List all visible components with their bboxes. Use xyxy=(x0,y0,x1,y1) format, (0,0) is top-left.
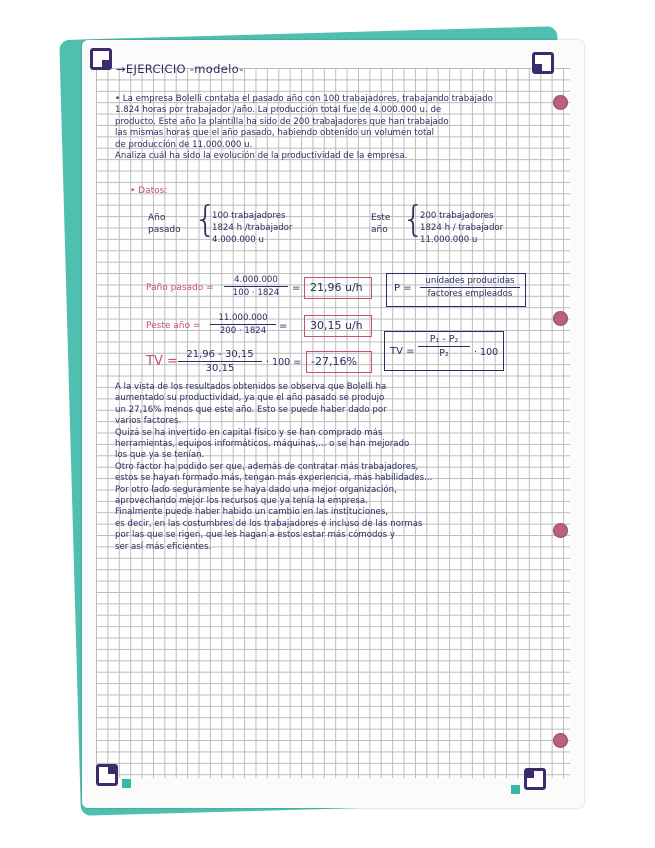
corner-mark-icon xyxy=(90,48,112,70)
conclusion-line: Quizá se ha invertido en capital físico y se han comprado más xyxy=(115,427,383,438)
brace-icon: { xyxy=(402,199,425,240)
calc-tv-label: TV = xyxy=(146,354,178,369)
statement-line: las mismas horas que el año pasado, habiendo obtenido un volumen total xyxy=(115,128,435,139)
past-label-line: Año xyxy=(148,213,166,223)
calc-tv-numerator: 21,96 - 30,15 xyxy=(178,349,262,362)
binder-hole xyxy=(553,733,568,748)
calc-current-fraction xyxy=(210,313,276,336)
current-label-line: año xyxy=(371,225,388,235)
past-data-item: 4.000.000 u xyxy=(212,234,264,245)
corner-mark-icon xyxy=(532,52,554,74)
formula-tv-denominator: P₂ xyxy=(439,348,449,359)
conclusion-line: ser así más eficientes. xyxy=(115,541,212,552)
datos-heading: • Datos: xyxy=(130,186,168,196)
calc-past-label: Paño pasado = xyxy=(146,283,214,293)
corner-mark-icon xyxy=(96,764,118,786)
binder-hole xyxy=(553,523,568,538)
calc-tv-multiplier: · 100 = xyxy=(266,357,302,368)
problem-statement xyxy=(115,94,545,162)
calc-tv-fraction xyxy=(178,349,262,374)
conclusion-line: Finalmente puede haber habido un cambio en las instituciones, xyxy=(115,507,389,518)
equals-sign: = xyxy=(292,283,301,294)
formula-tv-multiplier: · 100 xyxy=(474,347,499,358)
calc-past-numerator: 4.000.000 xyxy=(224,275,288,287)
statement-line: Analiza cuál ha sido la evolución de la productividad de la empresa. xyxy=(115,151,408,162)
conclusion-line: Otro factor ha podido ser que, además de contratar más trabajadores, xyxy=(115,461,419,472)
binder-hole xyxy=(553,95,568,110)
conclusion-line: estos se hayan formado más, tengan más experiencia, más habilidades... xyxy=(115,473,433,484)
formula-p-numerator: unidades producidas xyxy=(420,276,520,288)
exercise-title: →EJERCICIO -modelo- xyxy=(116,62,244,76)
past-data-item: 1824 h /trabajador xyxy=(212,222,293,233)
statement-line: producto. Este año la plantilla ha sido de 200 trabajadores que han trabajado xyxy=(115,116,449,127)
conclusion-line: herramientas, equipos informáticos, máquinas,... o se han mejorado xyxy=(115,439,410,450)
teal-square-icon xyxy=(511,785,520,794)
current-year-label xyxy=(371,212,390,236)
conclusion-line: un 27,16% menos que este año. Esto se puede haber dado por xyxy=(115,404,387,415)
formula-tv-numerator: P₁ - P₂ xyxy=(418,334,470,347)
formula-p-fraction xyxy=(420,276,520,299)
calc-past-fraction xyxy=(224,275,288,298)
conclusion-line: A la vista de los resultados obtenidos se observa que Bolelli ha xyxy=(115,382,387,392)
current-data-item: 11.000.000 u xyxy=(420,234,478,245)
corner-mark-icon xyxy=(524,768,546,790)
past-data-list xyxy=(212,211,292,246)
conclusion-line: varios factores. xyxy=(115,416,182,427)
calc-past-result: 21,96 u/h xyxy=(310,281,363,294)
teal-square-icon xyxy=(122,779,131,788)
conclusion-line: aprovechando mejor los recursos que ya tenía la empresa. xyxy=(115,496,368,507)
statement-line: 1.824 horas por trabajador /año. La producción total fue de 4.000.000 u. de xyxy=(115,105,442,116)
past-data-item: 100 trabajadores xyxy=(212,211,286,221)
calc-tv-denominator: 30,15 xyxy=(205,363,235,374)
calc-past-denominator: 100 · 1824 xyxy=(232,288,280,298)
current-label-line: Este xyxy=(371,213,391,223)
conclusion-line: los que ya se tenían. xyxy=(115,450,205,461)
current-data-item: 1824 h / trabajador xyxy=(420,222,504,233)
calc-current-denominator: 200 · 1824 xyxy=(219,326,267,336)
calc-current-result: 30,15 u/h xyxy=(310,319,363,332)
binder-hole xyxy=(553,311,568,326)
formula-p-lhs: P = xyxy=(394,283,412,294)
formula-tv-fraction xyxy=(418,334,470,359)
current-data-item: 200 trabajadores xyxy=(420,211,494,221)
statement-line: de producción de 11.000.000 u. xyxy=(115,139,253,150)
past-label-line: pasado xyxy=(148,225,181,235)
conclusion-line: por las que se rigen, que les hagan a estos estar más cómodos y xyxy=(115,530,395,541)
conclusion-line: es decir, en las costumbres de los trabajadores e incluso de las normas xyxy=(115,518,423,529)
past-year-label xyxy=(148,212,181,236)
conclusion-line: Por otro lado seguramente se haya dado una mejor organización, xyxy=(115,484,397,495)
conclusion-line: aumentado su productividad, ya que el año pasado se produjo xyxy=(115,393,385,404)
conclusion-text xyxy=(115,382,432,553)
equals-sign: = xyxy=(279,321,288,332)
calc-current-label: Peste año = xyxy=(146,321,201,331)
statement-line: • La empresa Bolelli contaba el pasado año con 100 trabajadores, trabajando trabajado xyxy=(115,94,493,104)
brace-icon: { xyxy=(194,199,217,240)
formula-tv-lhs: TV = xyxy=(390,346,415,357)
current-data-list xyxy=(420,211,503,246)
calc-current-numerator: 11.000.000 xyxy=(210,313,276,325)
formula-p-denominator: factores empleados xyxy=(427,289,513,299)
calc-tv-result: -27,16% xyxy=(311,355,357,368)
